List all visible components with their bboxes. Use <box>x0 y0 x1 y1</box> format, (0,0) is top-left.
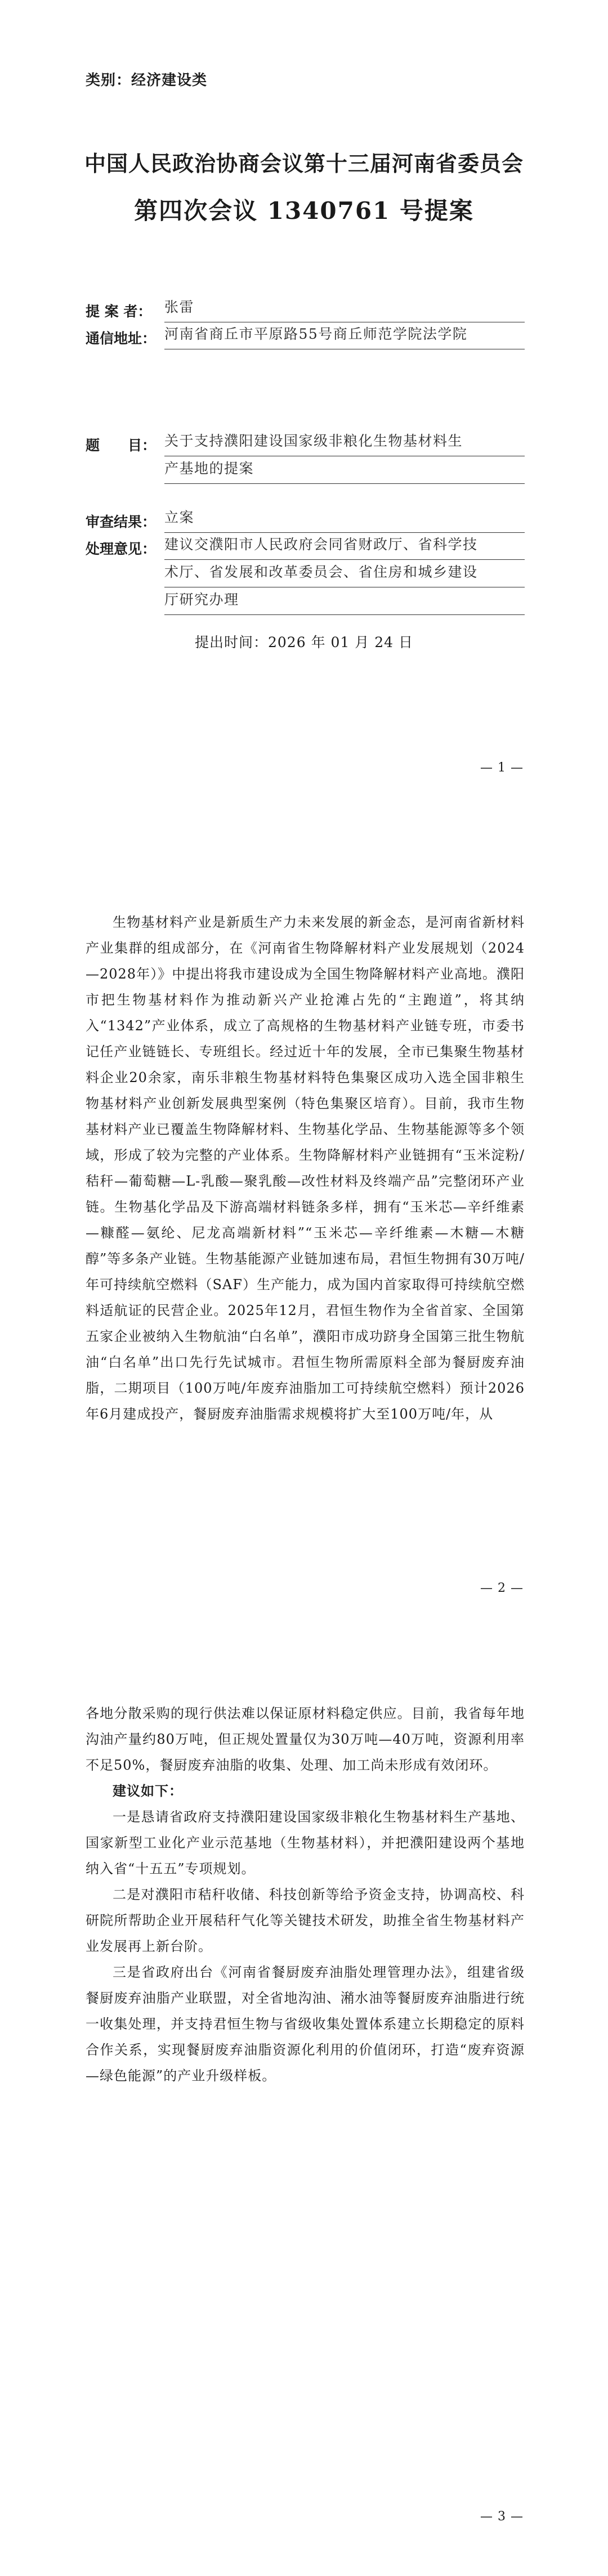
proposer-field <box>164 295 525 322</box>
handling-line-3: 厅研究办理 <box>164 587 525 615</box>
suggestions-heading: 建议如下： <box>113 1783 183 1799</box>
suggestion-3: 三是省政府出台《河南省餐厨废弃油脂处理管理办法》，组建省级餐厨废弃油脂产业联盟，对全省地沟油、潲水油等餐厨废弃油脂进行统一收集处理，并支持君恒生物与省级收集处置体系建立长期稳定的原料合作关系，实现餐厨废弃油脂资源化利用的价值闭环，打造“废弃资源—绿色能源”的产业升级样板。 <box>86 1964 525 2084</box>
page-3 <box>0 1666 608 2576</box>
review-field <box>164 505 525 533</box>
submit-time: 提出时间：2026 年 01 月 24 日 <box>195 634 413 650</box>
address-field <box>164 322 525 349</box>
page-2 <box>0 833 608 1666</box>
topic-line-2: 产基地的提案 <box>164 456 525 484</box>
category-label: 类别：经济建设类 <box>86 72 208 89</box>
review-label: 审查结果： <box>86 514 157 530</box>
handling-line-1: 建议交濮阳市人民政府会同省财政厅、省科学技 <box>164 532 525 560</box>
page-number-1: — 1 — <box>480 761 524 775</box>
address-value: 河南省商丘市平原路55号商丘师范学院法学院 <box>164 322 525 349</box>
topic-line-1: 关于支持濮阳建设国家级非粮化生物基材料生 <box>164 429 525 456</box>
page-number-3: — 3 — <box>480 2510 524 2524</box>
page-1 <box>0 0 608 833</box>
suggestion-2: 二是对濮阳市秸秆收储、科技创新等给予资金支持，协调高校、科研院所帮助企业开展秸秆气化等关键技术研发，助推全省生物基材料产业发展再上新台阶。 <box>86 1887 525 1954</box>
page3-body <box>86 1700 525 2089</box>
address-label: 通信地址： <box>86 330 157 347</box>
handling-line-2: 术厅、省发展和改革委员会、省住房和城乡建设 <box>164 560 525 587</box>
review-value: 立案 <box>164 505 525 533</box>
topic-field <box>164 429 525 484</box>
proposal-title-line2: 第四次会议 1340761 号提案 <box>134 197 474 225</box>
page2-body <box>86 909 525 1427</box>
proposal-title-line1: 中国人民政治协商会议第十三届河南省委员会 <box>84 151 524 176</box>
proposer-value: 张雷 <box>164 295 525 322</box>
topic-label: 题 目： <box>86 437 157 454</box>
continuation-paragraph: 各地分散采购的现行供法难以保证原材料稳定供应。目前，我省每年地沟油产量约80万吨，但正规处置量仅为30万吨—40万吨，资源利用率不足50%，餐厨废弃油脂的收集、处理、加工尚未形成有效闭环。 <box>86 1706 525 1773</box>
proposer-label: 提 案 者： <box>86 303 152 320</box>
suggestion-1: 一是恳请省政府支持濮阳建设国家级非粮化生物基材料生产基地、国家新型工业化产业示范基地（生物基材料），并把濮阳建设两个基地纳入省“十五五”专项规划。 <box>86 1809 525 1877</box>
handling-label: 处理意见： <box>86 541 157 557</box>
background-paragraph: 生物基材料产业是新质生产力未来发展的新金态，是河南省新材料产业集群的组成部分，在《河南省生物降解材料产业发展规划（2024—2028年）》中提出将我市建设成为全国生物降解材料产业高地。濮阳市把生物基材料作为推动新兴产业抢滩占先的“主跑道”，将其纳入“1342”产业体系，成立了高规格的生物基材料产业链专班，市委书记任产业链链长、专班组长。经过近十年的发展，全市已集聚生物基材料企业20余家，南乐非粮生物基材料特色集聚区成功入选全国非粮生物基材料产业创新发展典型案例（特色集聚区培育）。目前，我市生物基材料产业已覆盖生物降解材料、生物基化学品、生物基能源等多个领域，形成了较为完整的产业体系。生物降解材料产业链拥有“玉米淀粉/秸秆—葡萄糖—L-乳酸—聚乳酸—改性材料及终端产品”完整闭环产业链。生物基化学品及下游高端材料链条多样，拥有“玉米芯—辛纤维素—糠醛—氨纶、尼龙高端新材料”“玉米芯—辛纤维素—木糖—木糖醇”等多条产业链。生物基能源产业链加速布局，君恒生物拥有30万吨/年可持续航空燃料（SAF）生产能力，成为国内首家取得可持续航空燃料适航证的民营企业。2025年12月，君恒生物作为全省首家、全国第五家企业被纳入生物航油“白名单”，濮阳市成功跻身全国第三批生物航油“白名单”出口先行先试城市。君恒生物所需原料全部为餐厨废弃油脂，二期项目（100万吨/年废弃油脂加工可持续航空燃料）预计2026年6月建成投产，餐厨废弃油脂需求规模将扩大至100万吨/年，从 <box>86 914 525 1422</box>
page-number-2: — 2 — <box>480 1581 524 1595</box>
handling-field <box>164 532 525 615</box>
